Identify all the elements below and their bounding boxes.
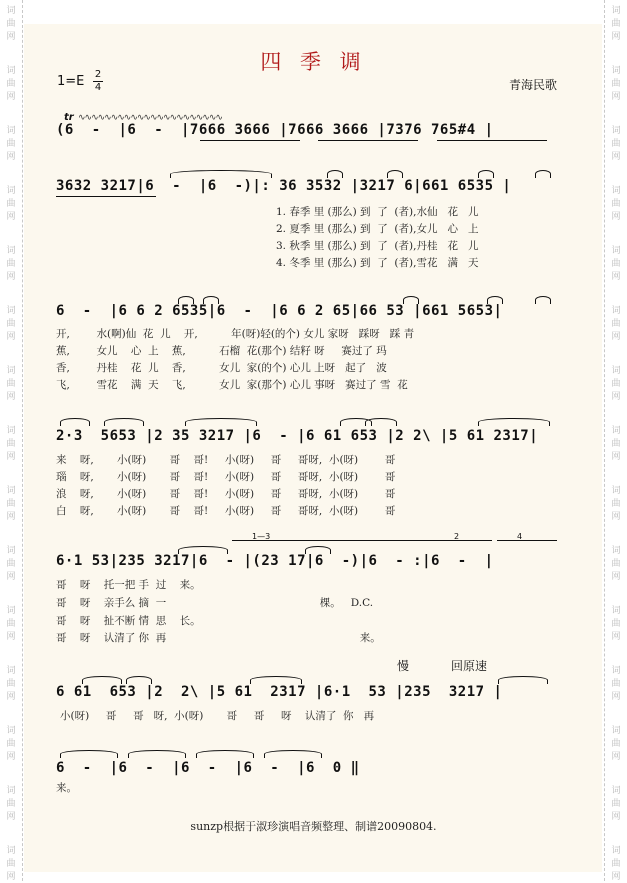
left-margin-strip	[0, 0, 23, 881]
volta-bracket-4: 4	[497, 540, 557, 547]
watermark-char: 网	[611, 92, 621, 102]
watermark-char: 网	[611, 32, 621, 42]
watermark-char: 词	[6, 546, 16, 556]
watermark-char: 词	[611, 366, 621, 376]
watermark-char: 曲	[6, 139, 16, 149]
lyrics-row3-line-2: 蕉, 女儿 心 上 蕉, 石榴 花(那个) 结籽 呀 赛过了 玛	[56, 345, 387, 357]
lyrics-row3-line-4: 飞, 雪花 满 天 飞, 女儿 家(那个) 心儿 事呀 赛过了 雪 花	[56, 379, 408, 391]
slur	[327, 170, 343, 178]
watermark-char: 网	[6, 752, 16, 762]
music-row-1: (6 - |6 - |7666 3666 |7666 3666 |7376 765#4 |	[56, 122, 494, 138]
trill-wave-icon: ∿∿∿∿∿∿∿∿∿∿∿∿∿∿∿∿∿∿∿∿∿∿	[78, 113, 222, 123]
time-signature-top: 2	[94, 69, 102, 80]
watermark-char: 曲	[6, 79, 16, 89]
watermark-char: 网	[6, 452, 16, 462]
slur	[82, 676, 122, 684]
watermark-char: 曲	[611, 79, 621, 89]
watermark-char: 曲	[6, 439, 16, 449]
watermark-char: 曲	[611, 559, 621, 569]
watermark-char: 曲	[6, 799, 16, 809]
watermark-char: 网	[6, 392, 16, 402]
time-signature	[93, 70, 103, 93]
underline	[318, 140, 418, 141]
verse-line-2: 2. 夏季 里 (那么) 到 了 (者),女儿 心 上	[276, 223, 479, 235]
watermark-char: 词	[611, 126, 621, 136]
watermark-char: 曲	[611, 259, 621, 269]
watermark-char: 曲	[611, 799, 621, 809]
watermark-char: 词	[611, 786, 621, 796]
underline	[56, 196, 156, 197]
watermark-char: 曲	[6, 259, 16, 269]
watermark-char: 网	[611, 332, 621, 342]
watermark-char: 网	[611, 512, 621, 522]
slur	[403, 296, 419, 304]
watermark-char: 网	[6, 512, 16, 522]
score-sheet	[24, 24, 602, 872]
watermark-char: 网	[611, 392, 621, 402]
slur	[498, 676, 548, 684]
lyrics-row6: 小(呀) 哥 哥 呀, 小(呀) 哥 哥 呀 认清了 你 再	[60, 710, 375, 722]
lyrics-row7: 来。	[56, 782, 77, 794]
watermark-char: 网	[6, 632, 16, 642]
lyrics-row3-line-3: 香, 丹桂 花 儿 香, 女儿 家(的个) 心儿 上呀 起了 波	[56, 362, 387, 374]
watermark-char: 曲	[611, 199, 621, 209]
tie	[60, 750, 118, 758]
slur	[203, 296, 219, 304]
watermark-char: 网	[611, 152, 621, 162]
watermark-char: 词	[611, 246, 621, 256]
watermark-char: 曲	[6, 319, 16, 329]
watermark-char: 词	[6, 426, 16, 436]
watermark-char: 曲	[611, 439, 621, 449]
watermark-char: 曲	[6, 619, 16, 629]
verse-line-3: 3. 秋季 里 (那么) 到 了 (者),丹桂 花 儿	[276, 240, 479, 252]
watermark-char: 词	[611, 486, 621, 496]
right-margin-strip	[604, 0, 627, 881]
watermark-char: 词	[6, 126, 16, 136]
music-row-4: 2·3 5653 |2 35 3217 |6 - |6 61 653 |2 2\ |5 61 2317|	[56, 428, 539, 444]
slur	[487, 296, 503, 304]
slur	[60, 418, 90, 426]
watermark-char: 网	[6, 212, 16, 222]
slur	[535, 296, 551, 304]
slur	[178, 546, 228, 554]
watermark-char: 曲	[611, 19, 621, 29]
slur	[170, 170, 272, 178]
watermark-char: 词	[611, 726, 621, 736]
volta-bracket-2: 2	[432, 540, 492, 547]
watermark-char: 网	[611, 632, 621, 642]
watermark-char: 曲	[611, 139, 621, 149]
watermark-char: 曲	[6, 559, 16, 569]
slur	[104, 418, 144, 426]
music-row-5: 6·1 53|235 3217|6 - |(23 17|6 -)|6 - :|6 - |	[56, 553, 494, 569]
slur	[365, 418, 397, 426]
lyrics-row5-line-3: 哥 呀 扯不断 情 思 长。	[56, 615, 201, 627]
watermark-char: 网	[6, 272, 16, 282]
song-title: 四 季 调	[260, 50, 367, 74]
lyrics-row3-line-1: 开, 水(啊)仙 花 儿 开, 年(呀)轻(的个) 女儿 家呀 踩呀 踩 青	[56, 328, 415, 340]
tie	[196, 750, 254, 758]
watermark-char: 曲	[6, 859, 16, 869]
tempo-slow: 慢	[397, 659, 410, 673]
watermark-char: 词	[611, 66, 621, 76]
watermark-char: 网	[6, 332, 16, 342]
lyrics-row4-line-4: 白 呀, 小(呀) 哥 哥! 小(呀) 哥 哥呀, 小(呀) 哥	[56, 505, 396, 517]
watermark-char: 词	[611, 546, 621, 556]
watermark-char: 网	[611, 452, 621, 462]
slur	[305, 546, 331, 554]
watermark-char: 曲	[6, 739, 16, 749]
slur	[535, 170, 551, 178]
watermark-char: 词	[611, 426, 621, 436]
watermark-char: 词	[6, 6, 16, 16]
watermark-char: 曲	[6, 499, 16, 509]
watermark-char: 网	[611, 572, 621, 582]
watermark-char: 词	[6, 366, 16, 376]
watermark-char: 词	[611, 6, 621, 16]
slur	[478, 418, 550, 426]
slur	[185, 418, 257, 426]
watermark-char: 词	[6, 606, 16, 616]
watermark-char: 网	[6, 152, 16, 162]
verse-line-1: 1. 春季 里 (那么) 到 了 (者),水仙 花 儿	[276, 206, 479, 218]
lyrics-row4-line-1: 来 呀, 小(呀) 哥 哥! 小(呀) 哥 哥呀, 小(呀) 哥	[56, 454, 396, 466]
watermark-char: 词	[6, 246, 16, 256]
watermark-char: 网	[611, 212, 621, 222]
watermark-char: 曲	[611, 319, 621, 329]
watermark-char: 词	[611, 666, 621, 676]
watermark-char: 词	[611, 606, 621, 616]
lyrics-row4-line-3: 浪 呀, 小(呀) 哥 哥! 小(呀) 哥 哥呀, 小(呀) 哥	[56, 488, 396, 500]
slur	[178, 296, 194, 304]
slur	[126, 676, 152, 684]
watermark-char: 曲	[611, 379, 621, 389]
slur	[250, 676, 302, 684]
watermark-char: 网	[6, 572, 16, 582]
watermark-char: 网	[6, 692, 16, 702]
watermark-char: 曲	[6, 199, 16, 209]
watermark-char: 词	[6, 66, 16, 76]
watermark-char: 曲	[6, 19, 16, 29]
watermark-char: 词	[6, 846, 16, 856]
slur	[478, 170, 494, 178]
watermark-char: 词	[611, 846, 621, 856]
tie	[128, 750, 186, 758]
watermark-char: 网	[6, 812, 16, 822]
watermark-char: 曲	[611, 619, 621, 629]
watermark-char: 曲	[611, 739, 621, 749]
music-row-7: 6 - |6 - |6 - |6 - |6 0 ‖	[56, 760, 360, 776]
watermark-char: 曲	[6, 379, 16, 389]
music-row-3: 6 - |6 6 2 6535|6 - |6 6 2 65|66 53 |661 5653|	[56, 303, 503, 319]
tie	[264, 750, 322, 758]
underline	[437, 140, 547, 141]
watermark-char: 曲	[6, 679, 16, 689]
lyrics-row4-line-2: 瑙 呀, 小(呀) 哥 哥! 小(呀) 哥 哥呀, 小(呀) 哥	[56, 471, 396, 483]
watermark-char: 曲	[611, 679, 621, 689]
watermark-char: 网	[611, 692, 621, 702]
watermark-char: 词	[6, 186, 16, 196]
watermark-char: 词	[6, 726, 16, 736]
watermark-char: 网	[6, 872, 16, 882]
trill-mark: tr	[64, 112, 74, 123]
key-signature: 1=E	[57, 74, 85, 89]
underline	[200, 140, 300, 141]
song-source: 青海民歌	[509, 78, 558, 92]
watermark-char: 网	[611, 812, 621, 822]
transcription-credit: sunzp根据于淑珍演唱音频整理、制谱20090804.	[190, 820, 437, 833]
watermark-char: 网	[6, 32, 16, 42]
time-signature-bottom: 4	[94, 82, 102, 93]
watermark-char: 曲	[611, 859, 621, 869]
watermark-char: 词	[6, 486, 16, 496]
music-row-2: 3632 3217|6 - |6 -)|: 36 3532 |3217 6|661 6535 |	[56, 178, 512, 194]
watermark-char: 网	[6, 92, 16, 102]
watermark-char: 词	[6, 306, 16, 316]
lyrics-row5-line-1: 哥 呀 托一把 手 过 来。	[56, 579, 201, 591]
watermark-char: 词	[611, 186, 621, 196]
volta-bracket-1-3: 1—3	[232, 540, 432, 547]
music-row-6: 6 61 653 |2 2\ |5 61 2317 |6·1 53 |235 3217 |	[56, 684, 503, 700]
slur	[387, 170, 403, 178]
lyrics-row5-line-2: 哥 呀 亲手么 摘 一 棵。 D.C.	[56, 597, 374, 609]
verse-line-4: 4. 冬季 里 (那么) 到 了 (者),雪花 满 天	[276, 257, 479, 269]
watermark-char: 词	[611, 306, 621, 316]
watermark-char: 网	[611, 872, 621, 882]
watermark-char: 词	[6, 666, 16, 676]
watermark-char: 网	[611, 272, 621, 282]
tempo-original: 回原速	[451, 659, 488, 673]
watermark-char: 网	[611, 752, 621, 762]
watermark-char: 词	[6, 786, 16, 796]
watermark-char: 曲	[611, 499, 621, 509]
lyrics-row5-line-4: 哥 呀 认清了 你 再 来。	[56, 632, 381, 644]
